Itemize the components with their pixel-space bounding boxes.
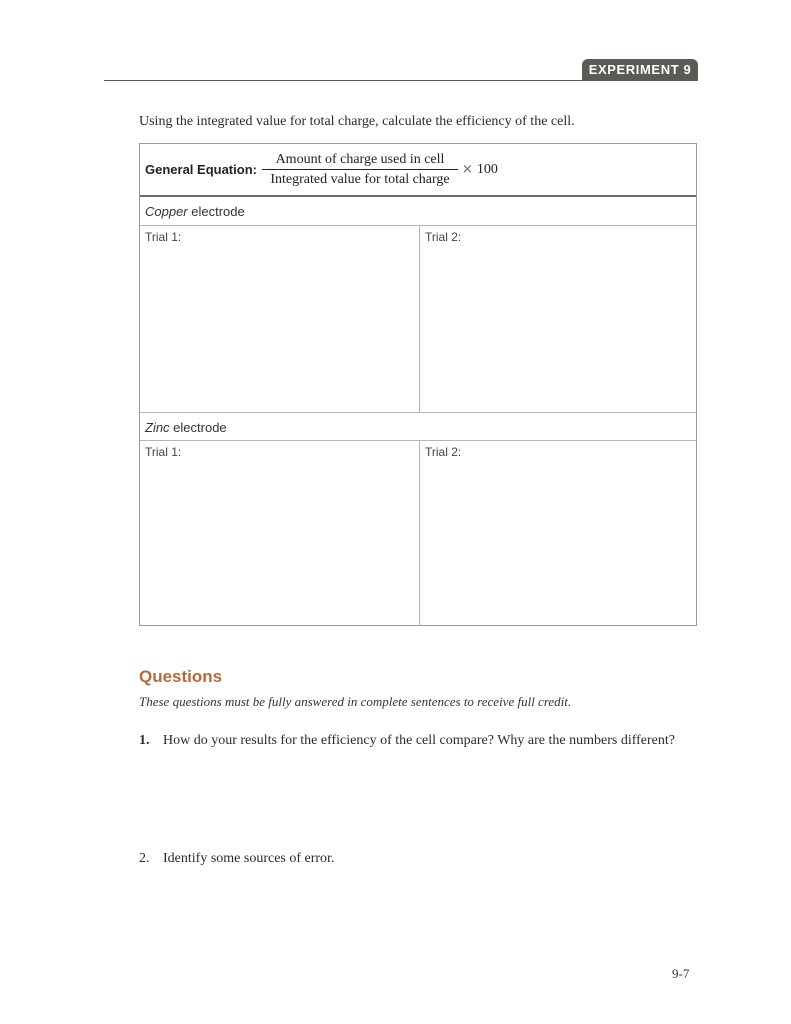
- question-1-text: How do your results for the efficiency of the cell compare? Why are the numbers different?: [163, 733, 675, 748]
- copper-trial-1-cell[interactable]: Trial 1:: [140, 226, 420, 412]
- equation-numerator: Amount of charge used in cell: [262, 151, 458, 170]
- copper-trials-row: [140, 226, 696, 412]
- intro-text: Using the integrated value for total charge, calculate the efficiency of the cell.: [139, 114, 575, 129]
- copper-label-rest: electrode: [187, 204, 245, 219]
- copper-trial-2-cell[interactable]: Trial 2:: [425, 230, 462, 244]
- zinc-trials-row: [140, 441, 696, 625]
- equation-denominator: Integrated value for total charge: [270, 172, 450, 187]
- question-2: [139, 851, 334, 867]
- zinc-trial-1-cell[interactable]: Trial 1:: [140, 441, 420, 625]
- multiplier-value: 100: [476, 162, 498, 177]
- copper-label: Copper: [145, 204, 188, 219]
- question-2-number: 2.: [139, 851, 150, 866]
- general-equation-row: [140, 144, 696, 197]
- question-2-text: Identify some sources of error.: [163, 851, 335, 866]
- zinc-label: Zinc: [145, 420, 170, 435]
- zinc-trial-2-cell[interactable]: Trial 2:: [425, 445, 462, 459]
- copper-electrode-header: [140, 197, 696, 226]
- page-number: 9-7: [672, 966, 690, 981]
- zinc-electrode-header: [140, 412, 696, 441]
- times-symbol: ×: [462, 162, 473, 177]
- questions-heading: Questions: [139, 667, 223, 686]
- question-1-number: 1.: [139, 733, 150, 748]
- efficiency-table: [139, 143, 697, 626]
- equation-fraction: [262, 151, 458, 188]
- general-equation-label: General Equation:: [145, 162, 257, 177]
- zinc-label-rest: electrode: [169, 420, 227, 435]
- question-1: [139, 733, 675, 749]
- questions-subtitle: These questions must be fully answered in complete sentences to receive full credit.: [139, 694, 572, 709]
- experiment-tab: EXPERIMENT 9: [582, 59, 698, 81]
- equation-multiplier: [462, 162, 498, 178]
